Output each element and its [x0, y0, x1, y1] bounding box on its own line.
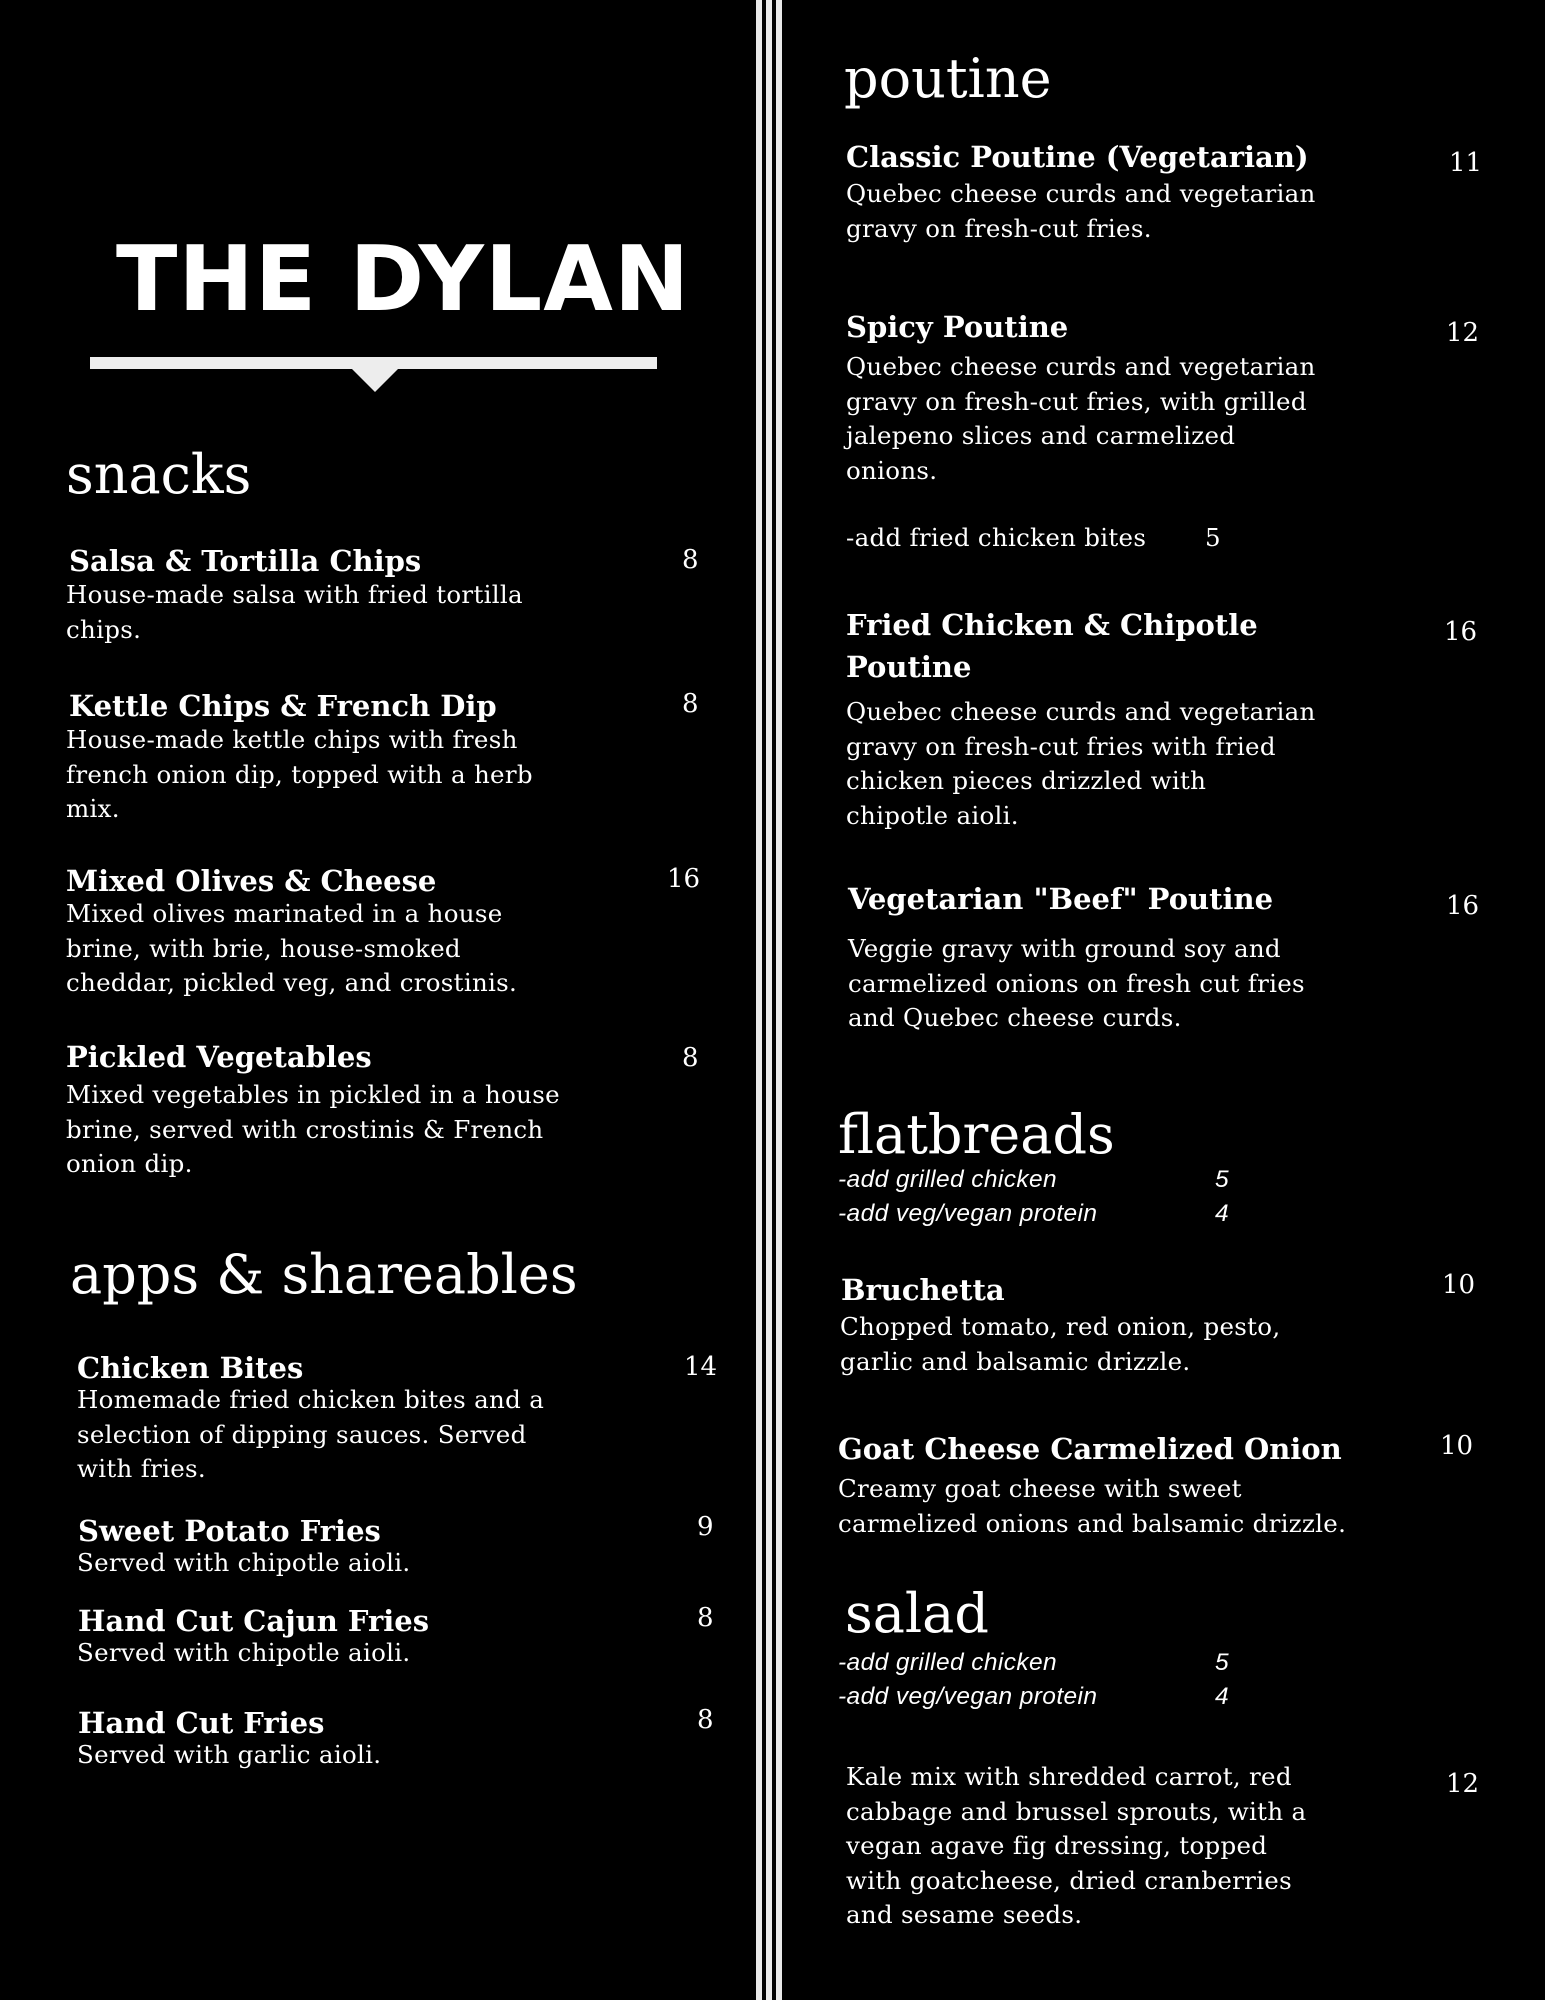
item-name: Kettle Chips & French Dip — [69, 689, 497, 723]
item-description: Chopped tomato, red onion, pesto, garlic and balsamic drizzle. — [840, 1312, 1281, 1376]
addon-label: -add veg/vegan protein — [838, 1683, 1098, 1710]
item-name: Classic Poutine (Vegetarian) — [846, 140, 1309, 174]
item-name: Hand Cut Fries — [78, 1706, 325, 1740]
section-title-poutine: poutine — [844, 47, 1052, 110]
item-price: 10 — [1442, 1270, 1476, 1300]
center-divider-line-1 — [756, 0, 762, 2000]
item-description: Mixed olives marinated in a house brine, with brie, house-smoked cheddar, pickled veg, and crostinis. — [66, 899, 518, 997]
item-price: 11 — [1449, 148, 1483, 178]
addon-label: -add fried chicken bites — [846, 523, 1147, 552]
addon-label: -add veg/vegan protein — [838, 1200, 1098, 1227]
item-name: Bruchetta — [841, 1273, 1005, 1307]
addon-price: 5 — [1215, 1166, 1229, 1193]
center-divider-line-2 — [766, 0, 772, 2000]
addon-price: 4 — [1215, 1200, 1229, 1227]
item-description: Homemade fried chicken bites and a selection of dipping sauces. Served with fries. — [77, 1385, 545, 1483]
item-description: House-made kettle chips with fresh french onion dip, topped with a herb mix. — [66, 725, 533, 823]
item-price: 16 — [1444, 617, 1478, 647]
addon-price: 4 — [1215, 1683, 1229, 1710]
center-divider-line-3 — [776, 0, 782, 2000]
restaurant-logo: THE DYLAN — [116, 227, 691, 332]
addon-label: -add grilled chicken — [838, 1166, 1058, 1193]
item-description: House-made salsa with fried tortilla chips. — [66, 580, 523, 644]
item-price: 12 — [1446, 318, 1480, 348]
item-name: Sweet Potato Fries — [78, 1514, 381, 1548]
item-price: 9 — [697, 1512, 714, 1542]
item-name: Spicy Poutine — [846, 310, 1069, 344]
item-description: Veggie gravy with ground soy and carmelized onions on fresh cut fries and Quebec cheese curds. — [848, 934, 1305, 1032]
item-name: Mixed Olives & Cheese — [66, 864, 437, 898]
item-description: Served with garlic aioli. — [77, 1740, 382, 1769]
item-name: Salsa & Tortilla Chips — [69, 544, 422, 578]
addon-label: -add grilled chicken — [838, 1649, 1058, 1676]
item-price: 8 — [697, 1705, 714, 1735]
section-title-flatbreads: flatbreads — [838, 1103, 1115, 1166]
item-description: Kale mix with shredded carrot, red cabbage and brussel sprouts, with a vegan agave fig dressing, topped with goatcheese, dried cranberries and sesame seeds. — [846, 1762, 1307, 1929]
item-price: 10 — [1440, 1431, 1474, 1461]
item-description: Mixed vegetables in pickled in a house brine, served with crostinis & French onion dip. — [66, 1080, 560, 1178]
item-description: Served with chipotle aioli. — [77, 1638, 411, 1667]
item-name: Fried Chicken & Chipotle Poutine — [846, 608, 1258, 684]
logo-notch-arrow — [351, 368, 399, 392]
item-price: 8 — [682, 1043, 699, 1073]
section-title-salad: salad — [845, 1582, 989, 1645]
item-price: 14 — [684, 1352, 718, 1382]
item-description: Quebec cheese curds and vegetarian gravy on fresh-cut fries. — [846, 179, 1316, 243]
item-name: Goat Cheese Carmelized Onion — [838, 1432, 1342, 1466]
item-price: 8 — [682, 545, 699, 575]
addon-price: 5 — [1205, 523, 1221, 552]
section-title-apps: apps & shareables — [70, 1243, 578, 1306]
item-name: Chicken Bites — [77, 1351, 304, 1385]
item-description: Quebec cheese curds and vegetarian gravy on fresh-cut fries, with grilled jalepeno slices and carmelized onions. — [846, 352, 1316, 485]
item-name: Vegetarian "Beef" Poutine — [848, 882, 1274, 916]
item-name: Hand Cut Cajun Fries — [78, 1604, 430, 1638]
item-price: 12 — [1446, 1769, 1480, 1799]
item-description: Served with chipotle aioli. — [77, 1548, 411, 1577]
section-title-snacks: snacks — [66, 443, 252, 506]
item-price: 8 — [697, 1603, 714, 1633]
item-description: Quebec cheese curds and vegetarian gravy on fresh-cut fries with fried chicken pieces drizzled with chipotle aioli. — [846, 697, 1316, 830]
item-price: 16 — [667, 864, 701, 894]
item-name: Pickled Vegetables — [66, 1040, 372, 1074]
item-price: 16 — [1446, 891, 1480, 921]
item-price: 8 — [682, 689, 699, 719]
item-description: Creamy goat cheese with sweet carmelized onions and balsamic drizzle. — [838, 1474, 1347, 1538]
addon-price: 5 — [1215, 1649, 1229, 1676]
